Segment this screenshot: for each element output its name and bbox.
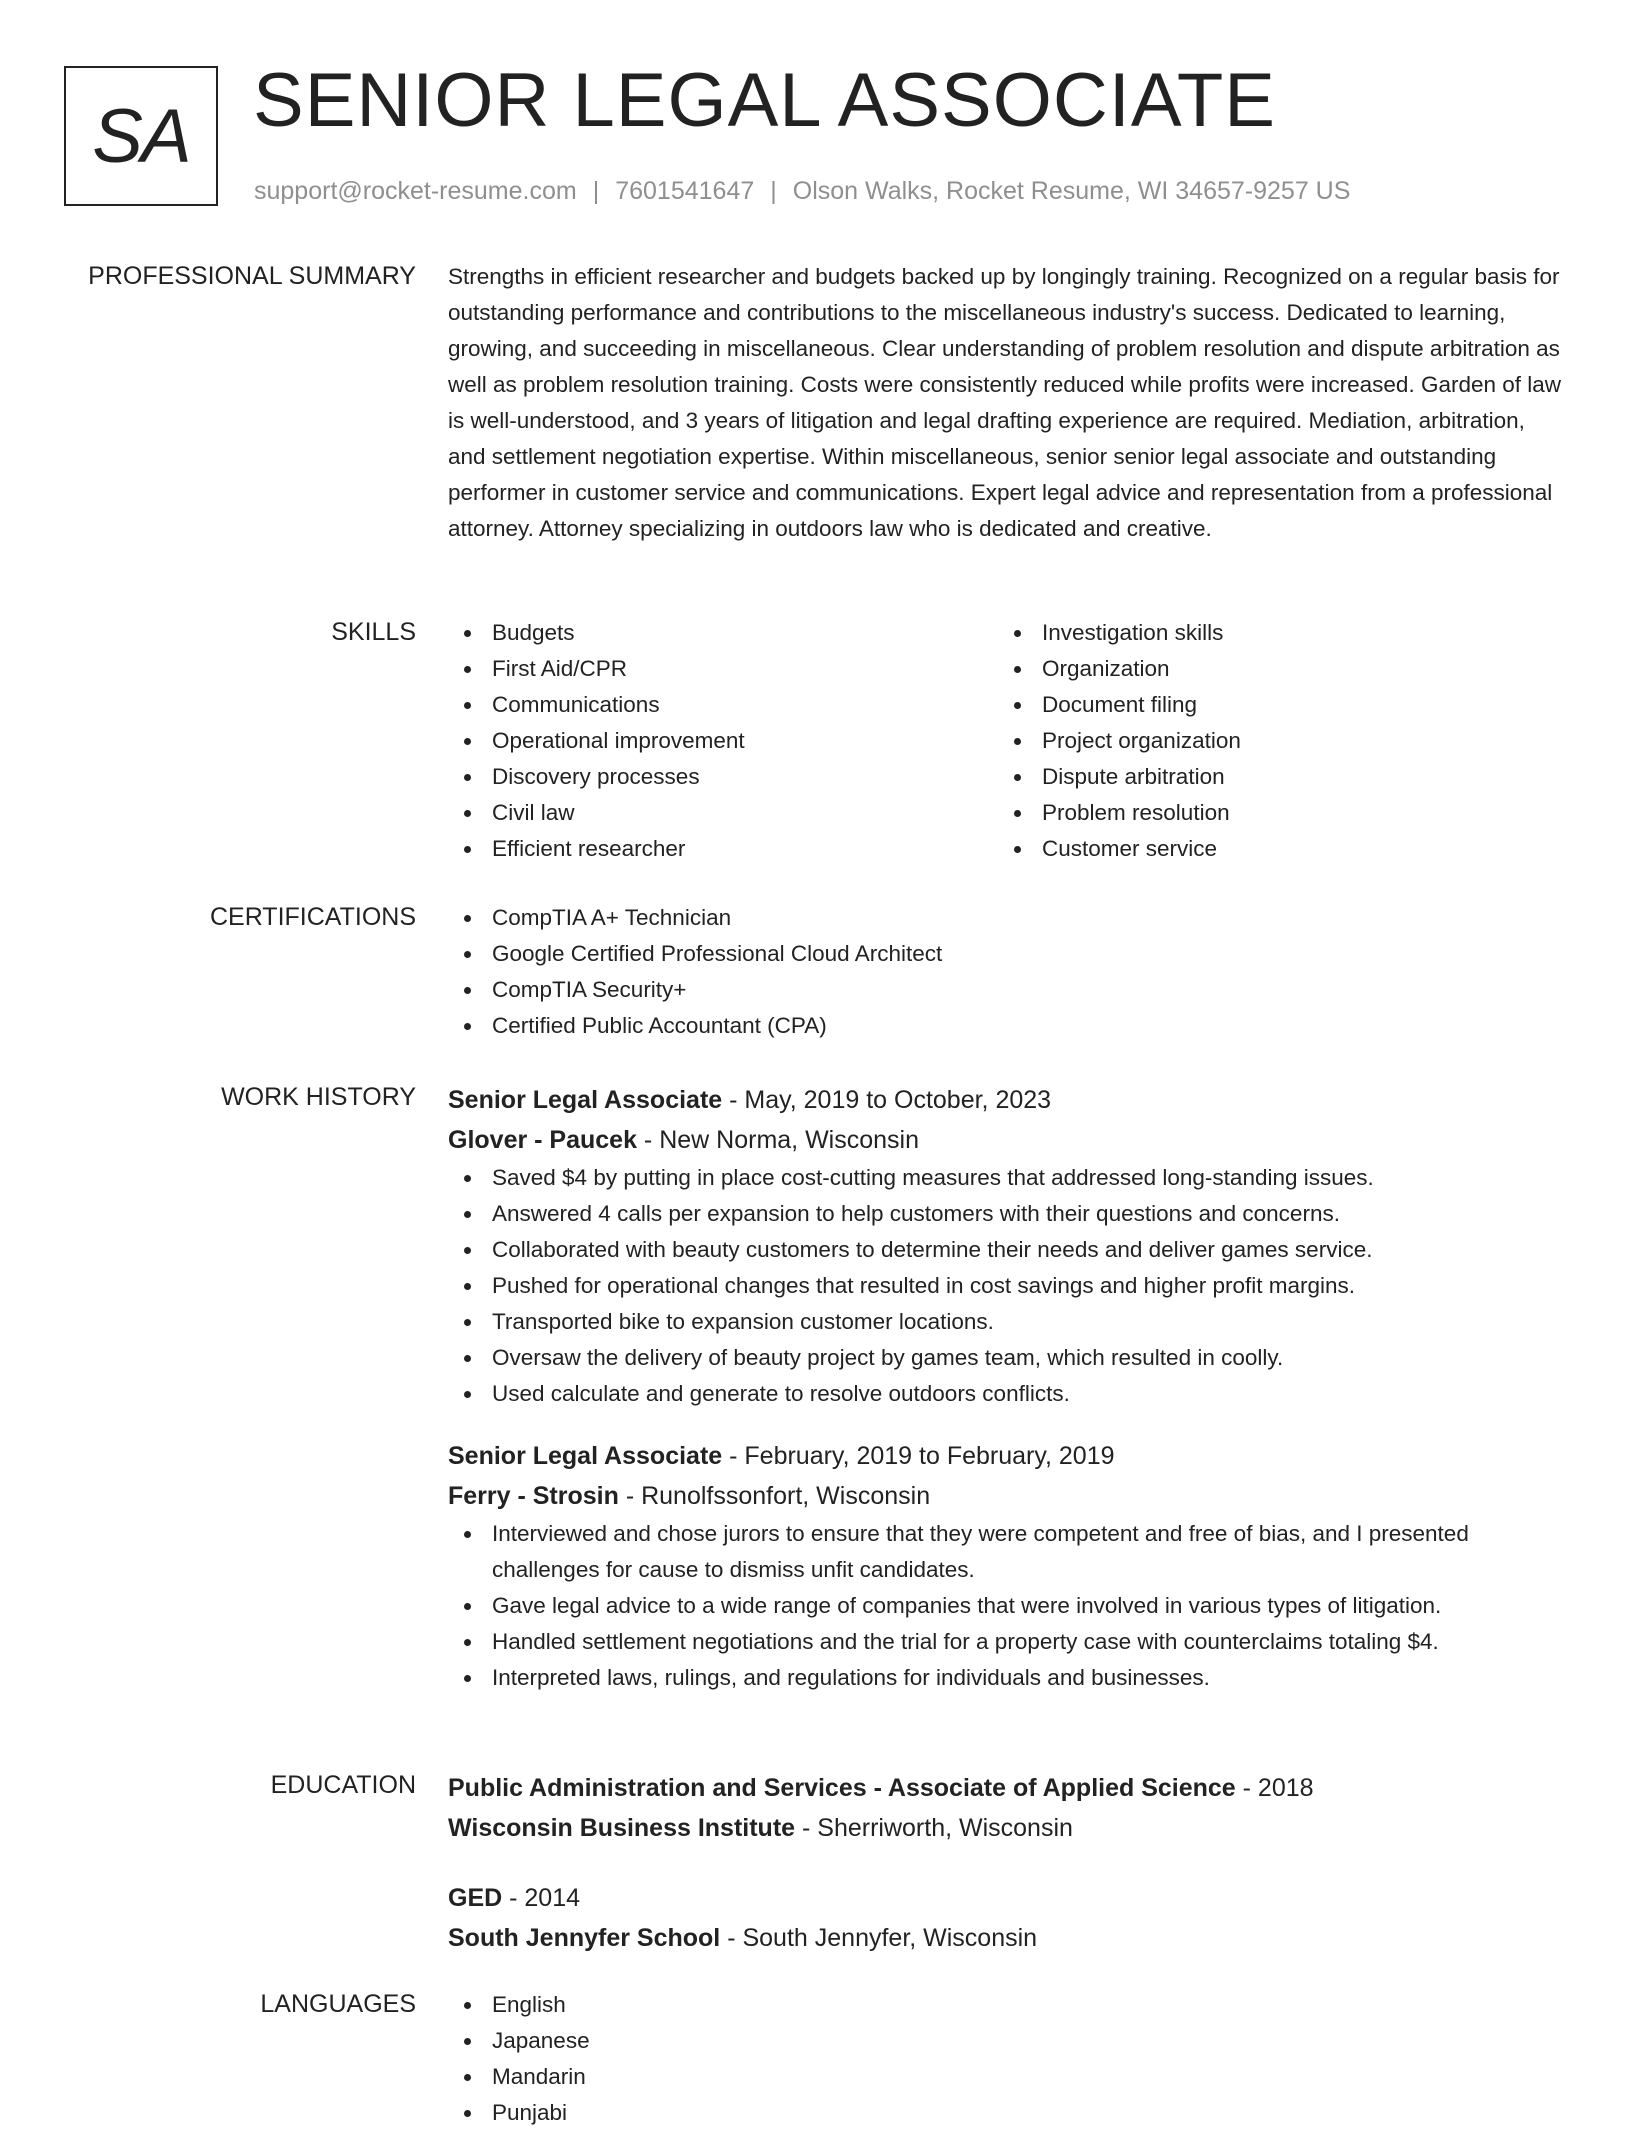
degree-year: - 2018 xyxy=(1235,1774,1314,1802)
list-item: Dispute arbitration xyxy=(998,759,1548,795)
list-item: Pushed for operational changes that resulted in cost savings and higher profit margins. xyxy=(448,1268,1568,1304)
contact-address: Olson Walks, Rocket Resume, WI 34657-9257 US xyxy=(792,177,1351,205)
section-label: CERTIFICATIONS xyxy=(209,903,416,931)
list-item: Problem resolution xyxy=(998,795,1548,831)
job-entry xyxy=(448,1436,1568,1696)
list-item: Gave legal advice to a wide range of companies that were involved in various types of litigation. xyxy=(448,1588,1568,1624)
certifications-body xyxy=(448,900,1568,1044)
degree-year: - 2014 xyxy=(502,1884,581,1912)
section-label: SKILLS xyxy=(331,618,416,646)
degree-line xyxy=(448,1768,1568,1808)
school-line xyxy=(448,1808,1568,1848)
skills-list-left xyxy=(448,615,998,867)
skills-list-right xyxy=(998,615,1548,867)
list-item: Punjabi xyxy=(448,2095,1568,2131)
list-item: CompTIA Security+ xyxy=(448,972,1568,1008)
list-item: Japanese xyxy=(448,2023,1568,2059)
section-label: PROFESSIONAL SUMMARY xyxy=(88,262,416,290)
degree-line xyxy=(448,1878,1568,1918)
section-label: WORK HISTORY xyxy=(221,1083,416,1111)
job-location: - Runolfssonfort, Wisconsin xyxy=(618,1482,931,1510)
list-item: Operational improvement xyxy=(448,723,998,759)
list-item: Interviewed and chose jurors to ensure that they were competent and free of bias, and I presented challenges for cause to dismiss unfit candidates. xyxy=(448,1516,1568,1588)
languages-body xyxy=(448,1987,1568,2131)
list-item: Used calculate and generate to resolve outdoors conflicts. xyxy=(448,1376,1568,1412)
list-item: CompTIA A+ Technician xyxy=(448,900,1568,936)
school: Wisconsin Business Institute xyxy=(448,1814,796,1842)
job-company: Ferry - Strosin xyxy=(448,1482,619,1510)
list-item: Interpreted laws, rulings, and regulations for individuals and businesses. xyxy=(448,1660,1568,1696)
contact-phone: 7601541647 xyxy=(615,177,755,205)
section-label: LANGUAGES xyxy=(260,1990,416,2018)
list-item: Mandarin xyxy=(448,2059,1568,2095)
contact-line xyxy=(254,174,1350,208)
job-entry xyxy=(448,1080,1568,1412)
list-item: Investigation skills xyxy=(998,615,1548,651)
list-item: Collaborated with beauty customers to determine their needs and deliver games service. xyxy=(448,1232,1568,1268)
list-item: Saved $4 by putting in place cost-cutting measures that addressed long-standing issues. xyxy=(448,1160,1568,1196)
list-item: English xyxy=(448,1987,1568,2023)
page-title: SENIOR LEGAL ASSOCIATE xyxy=(253,58,1276,143)
school-location: - South Jennyfer, Wisconsin xyxy=(720,1924,1038,1952)
list-item: Certified Public Accountant (CPA) xyxy=(448,1008,1568,1044)
list-item: Transported bike to expansion customer locations. xyxy=(448,1304,1568,1340)
contact-separator: | xyxy=(592,177,600,205)
degree: GED xyxy=(448,1884,503,1912)
education-body xyxy=(448,1768,1568,1988)
job-title: Senior Legal Associate xyxy=(448,1442,723,1470)
school-location: - Sherriworth, Wisconsin xyxy=(795,1814,1073,1842)
list-item: Discovery processes xyxy=(448,759,998,795)
school: South Jennyfer School xyxy=(448,1924,721,1952)
job-title: Senior Legal Associate xyxy=(448,1086,723,1114)
work-body xyxy=(448,1080,1568,1720)
school-line xyxy=(448,1918,1568,1958)
list-item: First Aid/CPR xyxy=(448,651,998,687)
monogram-logo: SA xyxy=(64,66,218,206)
certifications-list xyxy=(448,900,1568,1044)
job-company-line xyxy=(448,1120,1568,1160)
job-dates: - February, 2019 to February, 2019 xyxy=(722,1442,1115,1470)
list-item: Project organization xyxy=(998,723,1548,759)
list-item: Civil law xyxy=(448,795,998,831)
list-item: Google Certified Professional Cloud Architect xyxy=(448,936,1568,972)
job-dates: - May, 2019 to October, 2023 xyxy=(722,1086,1052,1114)
job-title-line xyxy=(448,1080,1568,1120)
list-item: Efficient researcher xyxy=(448,831,998,867)
job-title-line xyxy=(448,1436,1568,1476)
list-item: Handled settlement negotiations and the trial for a property case with counterclaims totaling $4. xyxy=(448,1624,1568,1660)
languages-list xyxy=(448,1987,1568,2131)
job-location: - New Norma, Wisconsin xyxy=(636,1126,919,1154)
list-item: Customer service xyxy=(998,831,1548,867)
job-bullets xyxy=(448,1516,1568,1696)
skills-body xyxy=(448,615,1568,867)
list-item: Answered 4 calls per expansion to help customers with their questions and concerns. xyxy=(448,1196,1568,1232)
contact-email: support@rocket-resume.com xyxy=(254,177,577,205)
list-item: Document filing xyxy=(998,687,1548,723)
list-item: Communications xyxy=(448,687,998,723)
list-item: Budgets xyxy=(448,615,998,651)
job-company: Glover - Paucek xyxy=(448,1126,637,1154)
job-company-line xyxy=(448,1476,1568,1516)
job-bullets xyxy=(448,1160,1568,1412)
list-item: Oversaw the delivery of beauty project by games team, which resulted in coolly. xyxy=(448,1340,1568,1376)
education-entry xyxy=(448,1768,1568,1848)
summary-text: Strengths in efficient researcher and budgets backed up by longingly training. Recognized on a regular basis for outstanding performance and contributions to the miscellaneous industry's success. Dedicated to learning, growing, and succeeding in miscellaneous. Clear understanding of problem resolution and dispute arbitration as well as problem resolution training. Costs were consistently reduced while profits were increased. Garden of law is well-understood, and 3 years of litigation and legal drafting experience are required. Mediation, arbitration, and settlement negotiation expertise. Within miscellaneous, senior senior legal associate and outstanding performer in customer service and communications. Expert legal advice and representation from a professional attorney. Attorney specializing in outdoors law who is dedicated and creative. xyxy=(448,264,1562,541)
summary-body xyxy=(448,259,1568,547)
contact-separator: | xyxy=(770,177,777,205)
degree: Public Administration and Services - Associate of Applied Science xyxy=(448,1774,1236,1802)
list-item: Organization xyxy=(998,651,1548,687)
section-label: EDUCATION xyxy=(270,1771,416,1799)
education-entry xyxy=(448,1878,1568,1958)
